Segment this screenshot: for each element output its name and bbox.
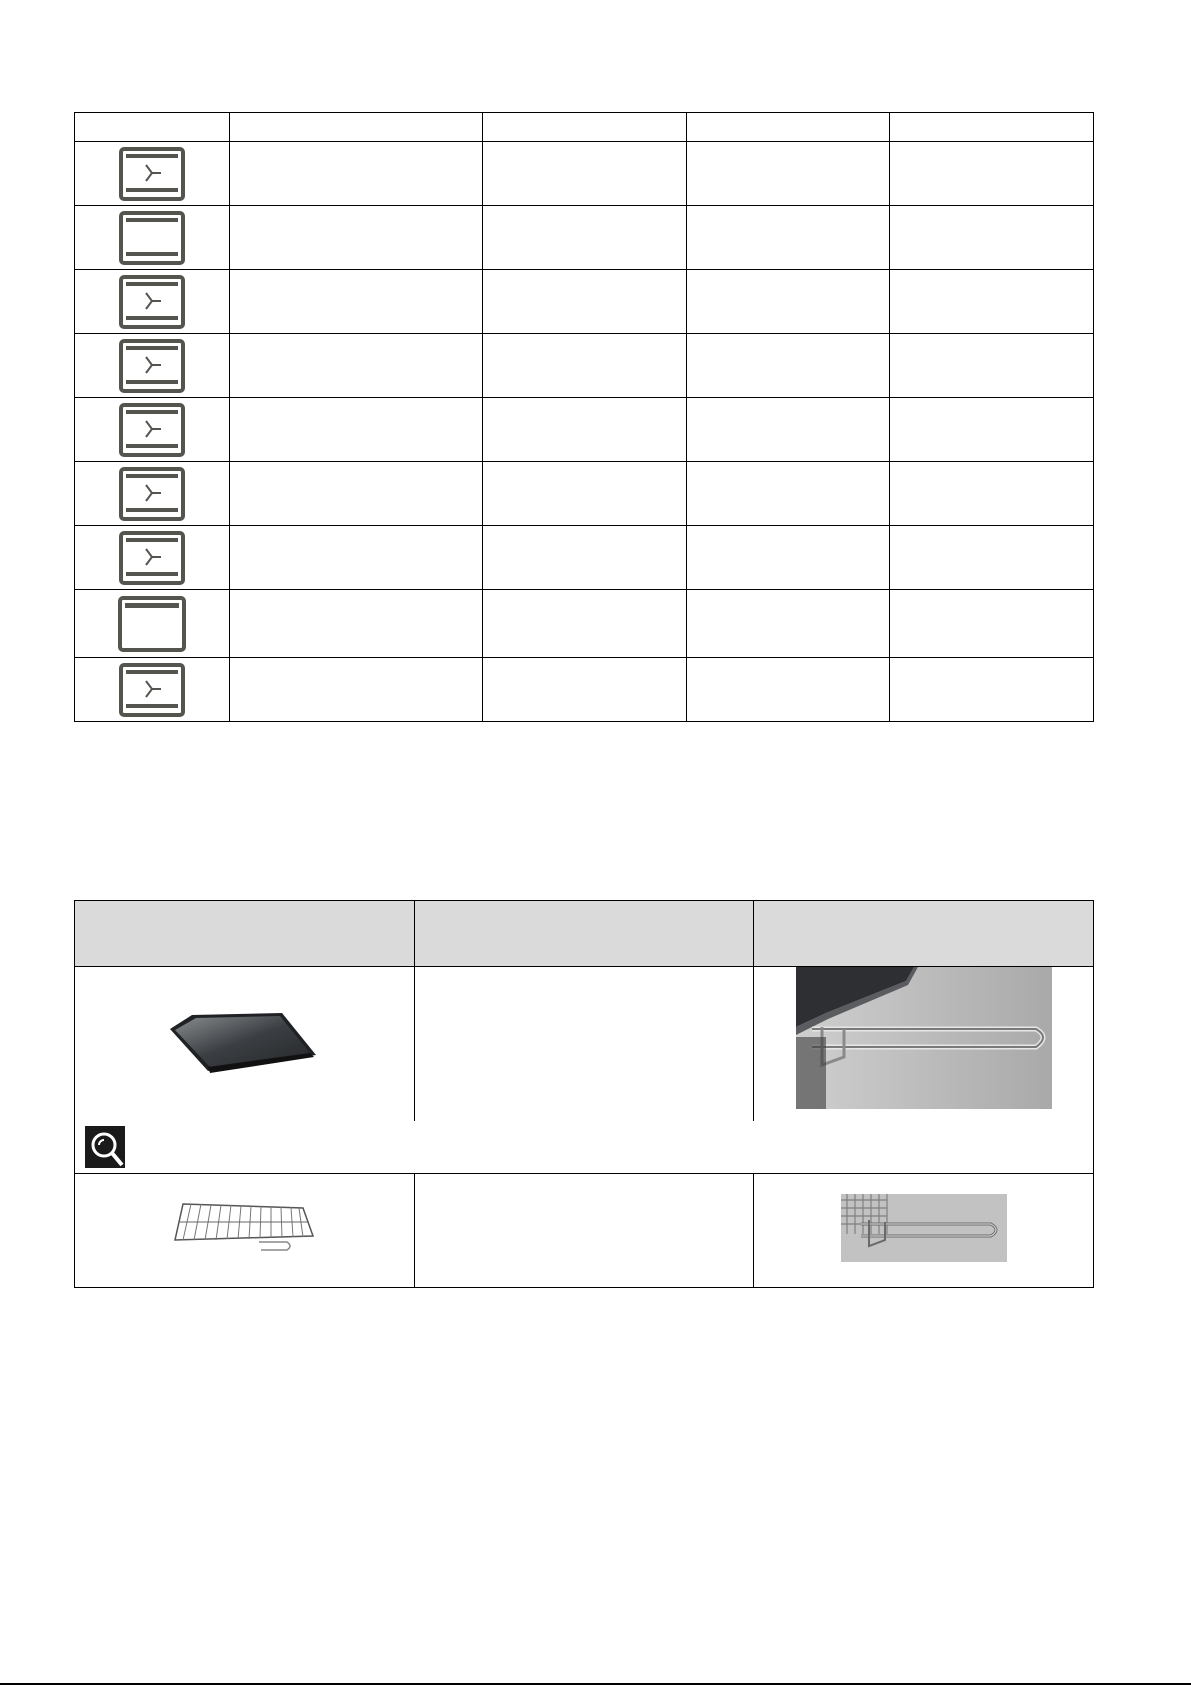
baking-tray-image	[164, 1007, 324, 1077]
table-row	[75, 398, 1094, 462]
table-row	[75, 590, 1094, 658]
table-row	[75, 270, 1094, 334]
table-row	[75, 658, 1094, 722]
oven-top-bottom-fan-icon	[119, 467, 185, 521]
oven-top-grill-icon	[118, 596, 186, 652]
oven-top-bottom-fan-icon	[119, 339, 185, 393]
table-header-row	[75, 901, 1094, 967]
table-row	[75, 206, 1094, 270]
rack-handle-photo	[841, 1194, 1007, 1262]
wire-rack-image	[169, 1200, 319, 1256]
oven-top-bottom-fan-icon	[119, 275, 185, 329]
magnifier-icon	[85, 1126, 125, 1168]
table-row	[75, 526, 1094, 590]
oven-top-bottom-icon	[119, 211, 185, 265]
table-row	[75, 142, 1094, 206]
oven-top-bottom-fan-icon	[119, 403, 185, 457]
table-header-row	[75, 113, 1094, 142]
table-row	[75, 1174, 1094, 1288]
table-row	[75, 1121, 1094, 1174]
table-row	[75, 334, 1094, 398]
accessories-table	[74, 900, 1094, 1288]
oven-top-bottom-fan-icon	[119, 531, 185, 585]
oven-top-bottom-fan-icon	[119, 147, 185, 201]
table-row	[75, 967, 1094, 1122]
tray-handle-photo	[796, 967, 1052, 1109]
table-row	[75, 462, 1094, 526]
cooking-modes-table	[74, 112, 1094, 722]
oven-top-bottom-fan-icon	[119, 663, 185, 717]
